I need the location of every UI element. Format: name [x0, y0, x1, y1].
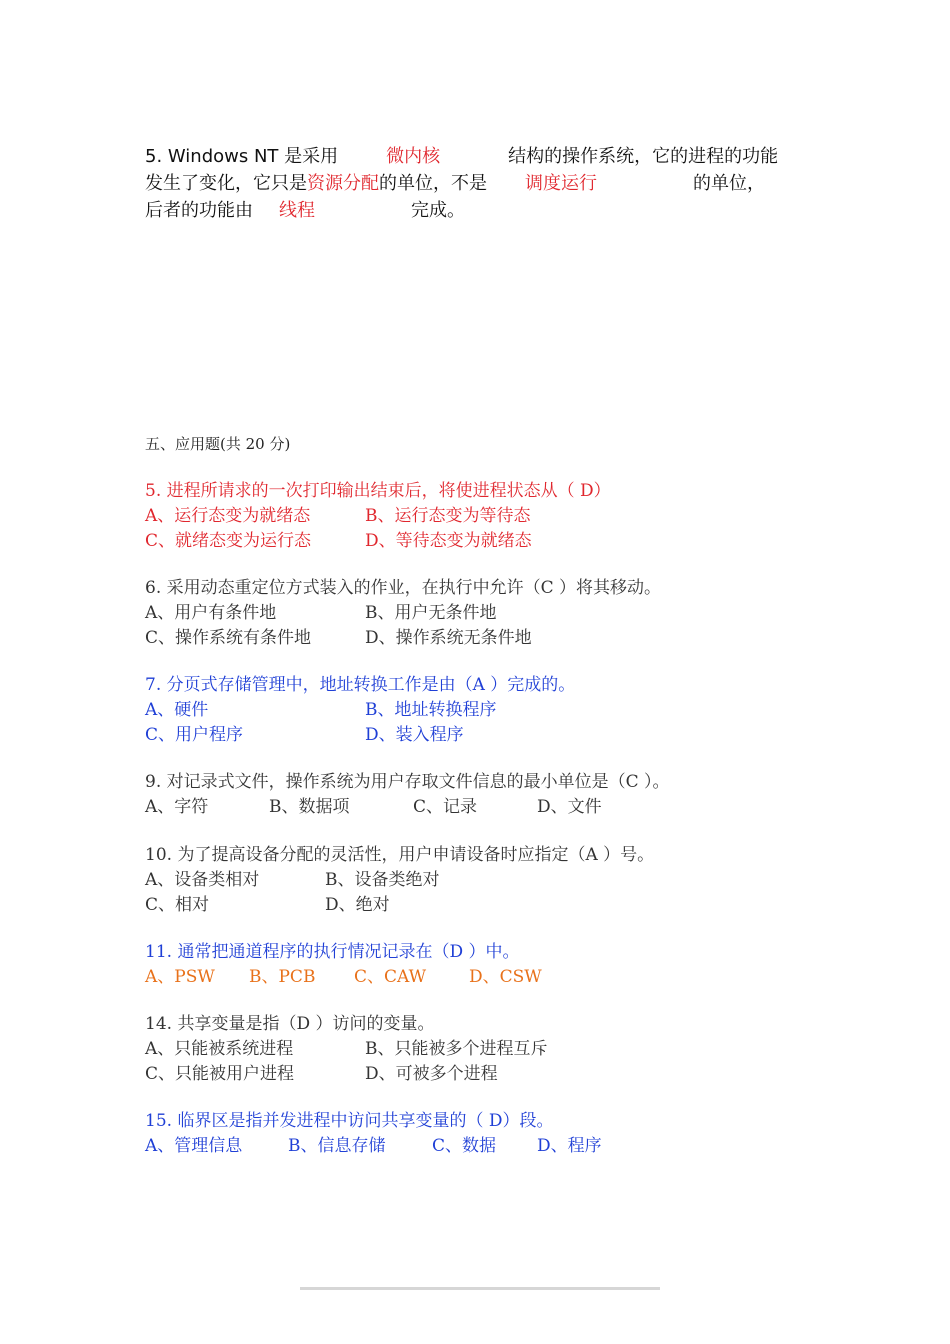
question-14 [145, 1012, 548, 1087]
question-stem: 15. 临界区是指并发进程中访问共享变量的（ D）段。 [145, 1111, 554, 1131]
option-d: D、程序 [537, 1136, 602, 1156]
fill-line-2 [145, 170, 778, 197]
option-b: B、只能被多个进程互斥 [365, 1039, 548, 1059]
fill-line-3 [145, 197, 778, 224]
option-c: C、就绪态变为运行态 [145, 531, 312, 551]
fill-text: 的单位，不是 [379, 173, 487, 194]
option-d: D、可被多个进程 [365, 1064, 498, 1084]
cropped-footer [300, 1283, 660, 1293]
option-c: C、相对 [145, 895, 210, 915]
question-stem: 14. 共享变量是指（D ）访问的变量。 [145, 1014, 435, 1034]
option-a: A、管理信息 [145, 1136, 243, 1156]
option-a: A、只能被系统进程 [145, 1039, 294, 1059]
option-b: B、设备类绝对 [325, 870, 440, 890]
option-c: C、记录 [413, 797, 478, 817]
question-15 [145, 1109, 602, 1159]
option-c: C、用户程序 [145, 725, 244, 745]
option-c: C、CAW [354, 967, 427, 987]
option-b: B、信息存储 [288, 1136, 386, 1156]
question-stem: 7. 分页式存储管理中，地址转换工作是由（A ）完成的。 [145, 675, 576, 695]
question-10 [145, 843, 654, 918]
option-d: D、CSW [469, 967, 542, 987]
option-b: B、PCB [249, 967, 316, 987]
fill-answer-4: 线程 [279, 200, 315, 221]
option-b: B、地址转换程序 [365, 700, 497, 720]
option-b: B、数据项 [269, 797, 350, 817]
question-9 [145, 770, 670, 820]
option-a: A、硬件 [145, 700, 209, 720]
fill-answer-2: 资源分配 [307, 173, 379, 194]
option-d: D、文件 [537, 797, 602, 817]
option-a: A、字符 [145, 797, 209, 817]
fill-text: 5. Windows NT 是采用 [145, 146, 339, 167]
option-d: D、绝对 [325, 895, 390, 915]
option-c: C、操作系统有条件地 [145, 628, 312, 648]
question-11 [145, 940, 542, 990]
option-a: A、PSW [145, 967, 215, 987]
option-c: C、数据 [432, 1136, 497, 1156]
fill-text: 的单位， [693, 173, 765, 194]
section-title: 五、应用题(共 20 分) [145, 435, 291, 453]
fill-line-1 [145, 143, 778, 170]
fill-text: 后者的功能由 [145, 200, 253, 221]
option-d: D、操作系统无条件地 [365, 628, 532, 648]
question-7 [145, 673, 575, 748]
fill-text: 结构的操作系统，它的进程的功能 [508, 146, 779, 167]
option-a: A、运行态变为就绪态 [145, 506, 311, 526]
fill-answer-1: 微内核 [386, 146, 441, 167]
fill-answer-3: 调度运行 [525, 173, 597, 194]
question-stem: 6. 采用动态重定位方式装入的作业，在执行中允许（C ）将其移动。 [145, 578, 662, 598]
fill-text: 发生了变化，它只是 [145, 173, 307, 194]
option-d: D、等待态变为就绪态 [365, 531, 532, 551]
question-stem: 10. 为了提高设备分配的灵活性，用户申请设备时应指定（A ）号。 [145, 845, 655, 865]
fill-in-question [145, 143, 778, 224]
question-stem: 11. 通常把通道程序的执行情况记录在（D ）中。 [145, 942, 520, 962]
question-6 [145, 576, 661, 651]
question-5 [145, 479, 611, 554]
fill-text: 完成。 [411, 200, 465, 221]
option-a: A、设备类相对 [145, 870, 260, 890]
option-d: D、装入程序 [365, 725, 464, 745]
option-b: B、运行态变为等待态 [365, 506, 531, 526]
question-stem: 5. 进程所请求的一次打印输出结束后，将使进程状态从（ D） [145, 481, 611, 501]
option-a: A、用户有条件地 [145, 603, 277, 623]
option-c: C、只能被用户进程 [145, 1064, 295, 1084]
option-b: B、用户无条件地 [365, 603, 497, 623]
question-stem: 9. 对记录式文件，操作系统为用户存取文件信息的最小单位是（C ）。 [145, 772, 670, 792]
